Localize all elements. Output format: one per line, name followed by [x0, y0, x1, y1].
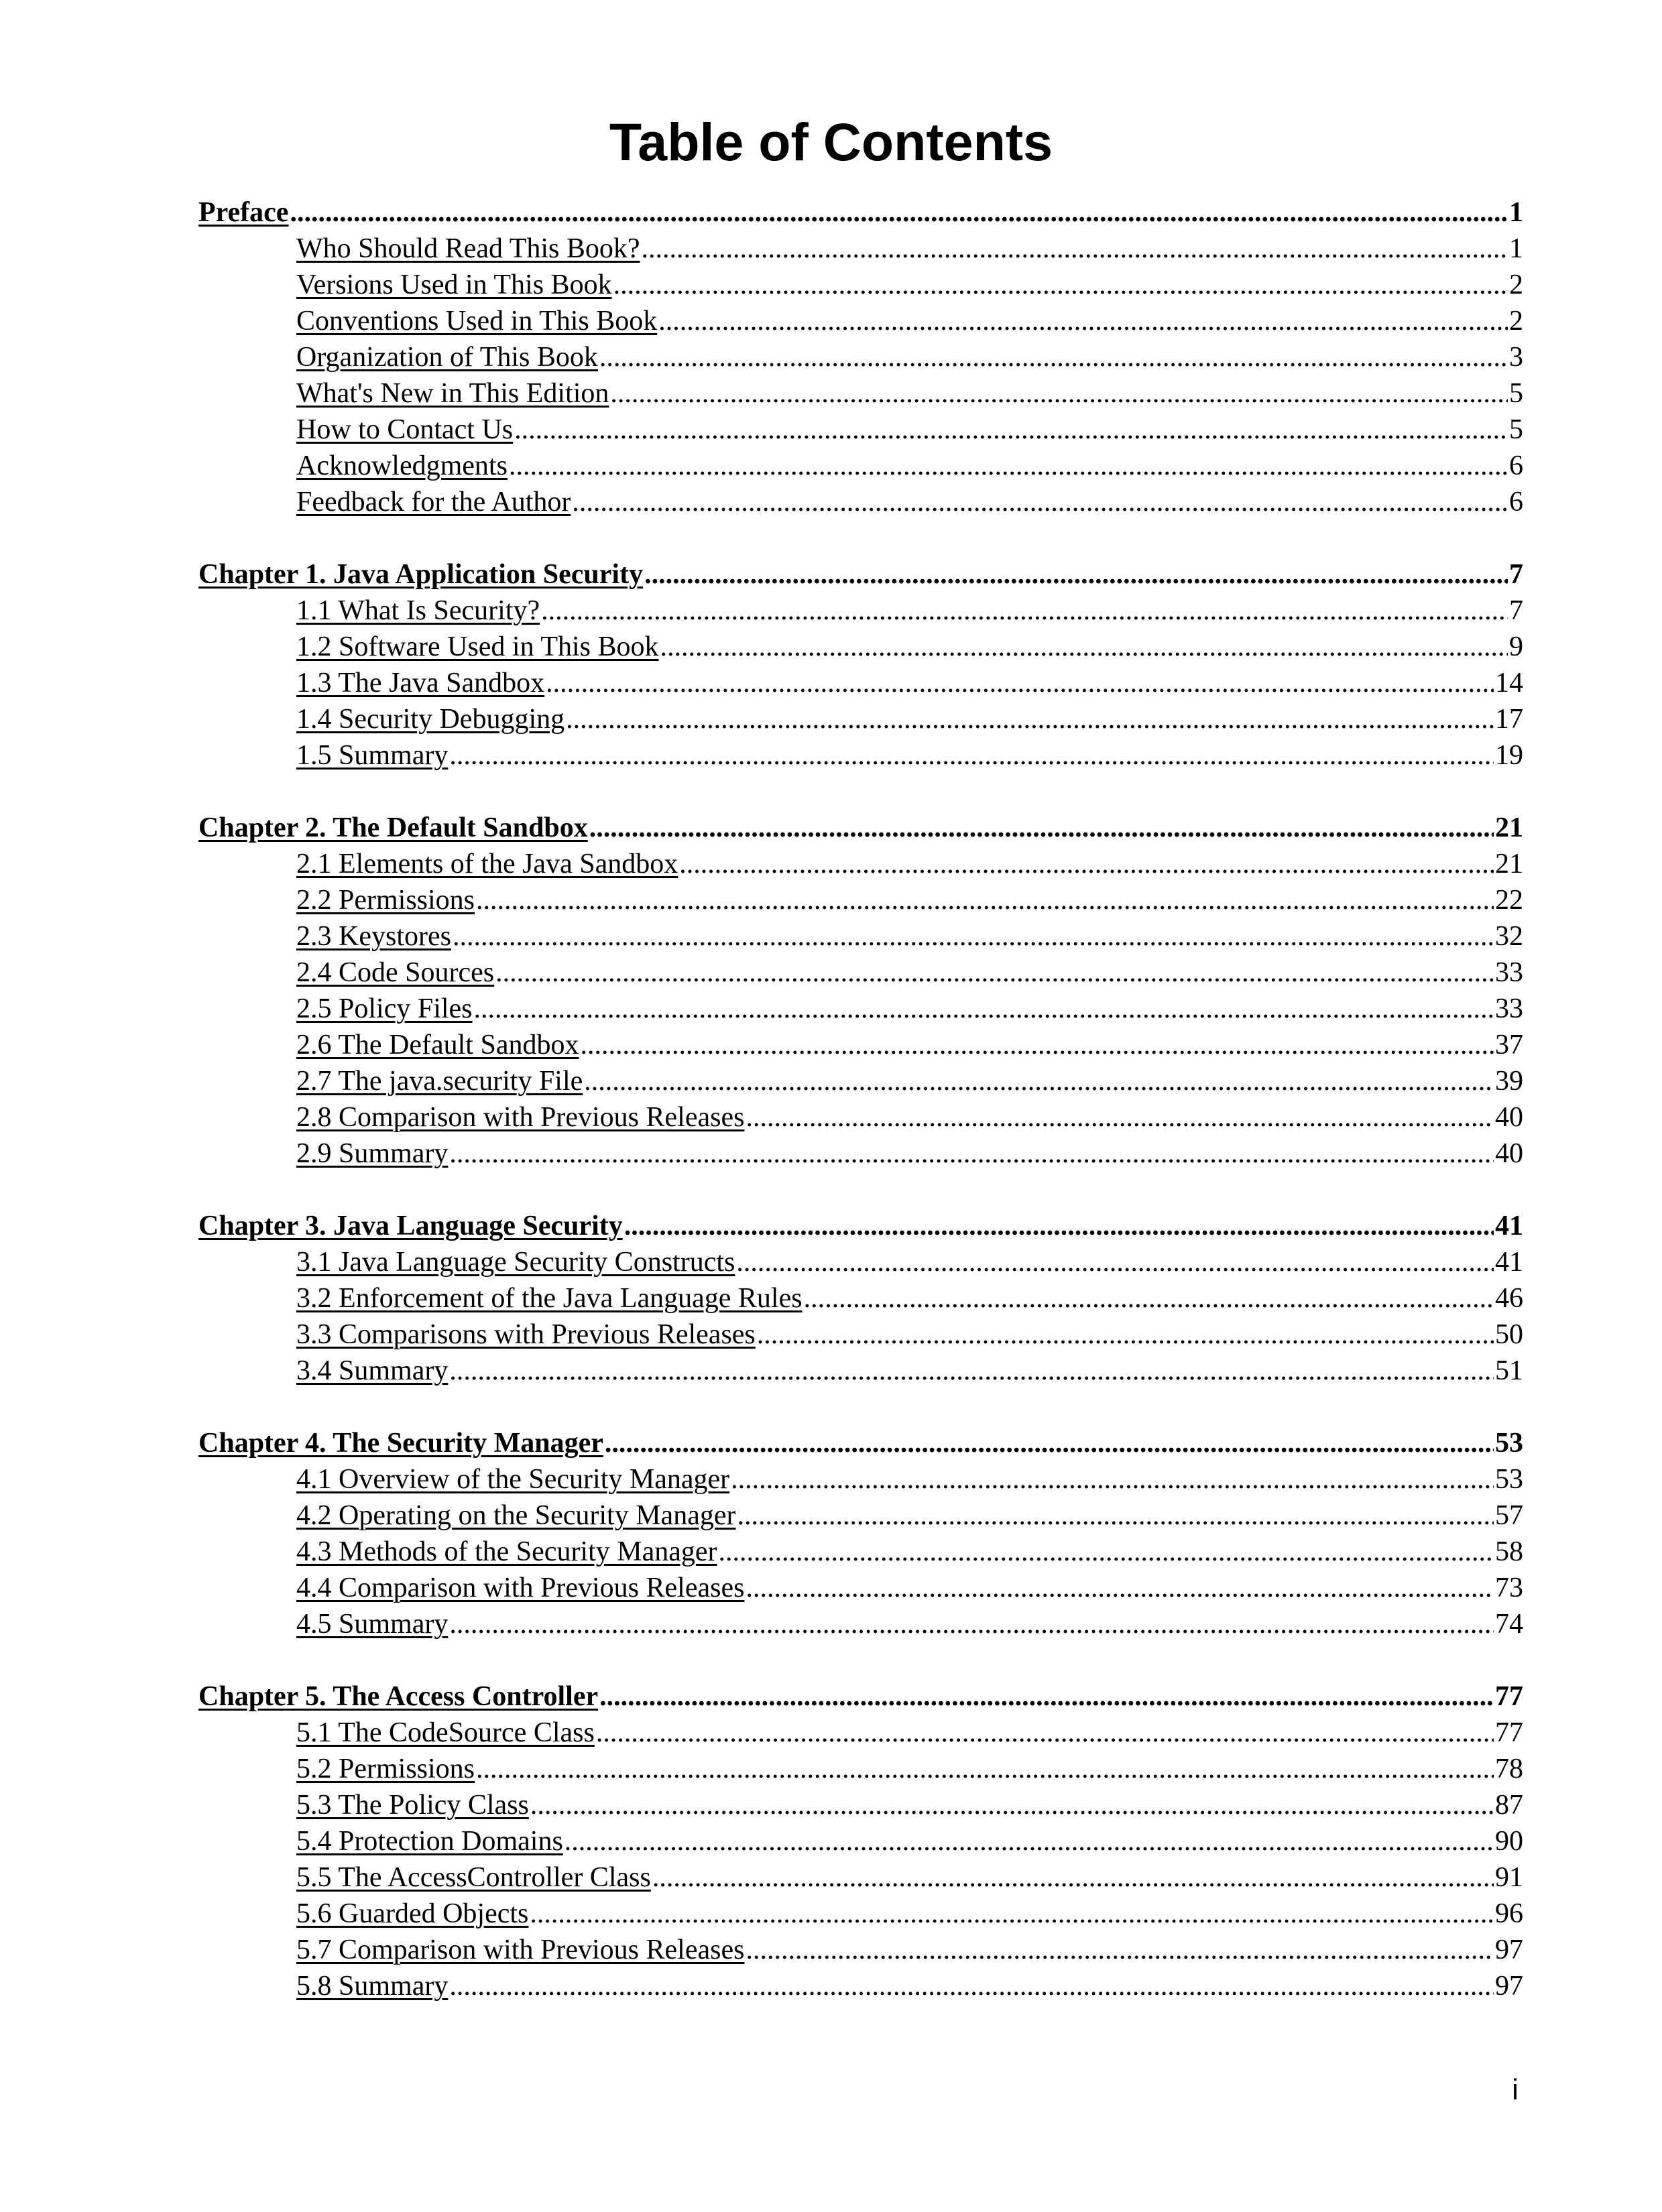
toc-page-number: 33 [1495, 993, 1523, 1024]
toc-entry-link[interactable]: 5.8 Summary [296, 1971, 449, 2002]
toc-page-number: 21 [1495, 812, 1523, 843]
toc-entry-link[interactable]: 3.1 Java Language Security Constructs [296, 1247, 735, 1278]
dot-leader [719, 1534, 1494, 1570]
toc-entry-link[interactable]: Conventions Used in This Book [296, 306, 658, 336]
dot-leader [599, 339, 1508, 375]
toc-entry-link[interactable]: 5.3 The Policy Class [296, 1790, 529, 1821]
toc-entry [198, 1353, 1523, 1389]
toc-chapter-entry [198, 810, 1523, 846]
toc-page-number: 58 [1495, 1536, 1523, 1567]
dot-leader [530, 1787, 1494, 1823]
toc-entry-link[interactable]: 2.5 Policy Files [296, 993, 473, 1024]
dot-leader [290, 194, 1508, 231]
toc-page-number: 7 [1509, 559, 1523, 590]
toc-entry [198, 303, 1523, 339]
dot-leader [736, 1244, 1494, 1280]
dot-leader [596, 1715, 1494, 1751]
toc-page-number: 74 [1495, 1609, 1523, 1640]
toc-entry [198, 412, 1523, 448]
toc-entry [198, 1497, 1523, 1534]
toc-section-preface [198, 194, 1523, 520]
page-title: Table of Contents [609, 112, 1053, 172]
toc-chapter-link[interactable]: Chapter 5. The Access Controller [198, 1681, 599, 1712]
toc-page-number: 87 [1495, 1790, 1523, 1821]
toc-chapter-entry [198, 1208, 1523, 1244]
toc-entry-link[interactable]: 2.2 Permissions [296, 885, 475, 916]
toc-entry-link[interactable]: 5.2 Permissions [296, 1754, 475, 1784]
toc-entry-link[interactable]: 5.6 Guarded Objects [296, 1898, 529, 1929]
dot-leader [449, 1135, 1494, 1172]
dot-leader [509, 448, 1508, 484]
dot-leader [541, 593, 1508, 629]
toc-page-number: 97 [1495, 1971, 1523, 2002]
dot-leader [737, 1497, 1494, 1534]
toc-page-number: 73 [1495, 1573, 1523, 1603]
dot-leader [449, 737, 1494, 774]
dot-leader [757, 1316, 1494, 1353]
toc-entry-link[interactable]: 5.5 The AccessController Class [296, 1862, 651, 1893]
toc-entry-link[interactable]: Versions Used in This Book [296, 269, 612, 300]
dot-leader [580, 1027, 1494, 1063]
toc-entry-link[interactable]: What's New in This Edition [296, 378, 609, 409]
dot-leader [605, 1425, 1494, 1461]
toc-entry [198, 593, 1523, 629]
toc-entry-link[interactable]: 1.5 Summary [296, 740, 449, 771]
toc-page-number: 40 [1495, 1138, 1523, 1169]
toc-entry-link[interactable]: 2.7 The java.security File [296, 1066, 583, 1097]
toc-entry-link[interactable]: 1.1 What Is Security? [296, 595, 540, 626]
toc-entry [198, 231, 1523, 267]
toc-entry [198, 1316, 1523, 1353]
dot-leader [495, 955, 1494, 991]
toc-entry-link[interactable]: 5.1 The CodeSource Class [296, 1717, 595, 1748]
toc-page-number: 50 [1495, 1319, 1523, 1350]
toc-entry-link[interactable]: 4.3 Methods of the Security Manager [296, 1536, 717, 1567]
toc-section-chapter-2 [198, 810, 1523, 1172]
toc-entry [198, 1534, 1523, 1570]
dot-leader [449, 1353, 1494, 1389]
toc-page-number: 32 [1495, 921, 1523, 952]
toc-entry-link[interactable]: Who Should Read This Book? [296, 233, 640, 264]
toc-chapter-entry [198, 1678, 1523, 1715]
toc-page-number: 41 [1495, 1211, 1523, 1241]
toc-page-number: 77 [1495, 1681, 1523, 1712]
dot-leader [652, 1859, 1494, 1896]
toc-entry [198, 1968, 1523, 2004]
dot-leader [679, 846, 1494, 882]
dot-leader [565, 1823, 1494, 1859]
toc-entry [198, 846, 1523, 882]
dot-leader [453, 918, 1494, 955]
toc-section-chapter-1 [198, 556, 1523, 774]
toc-page-number: 78 [1495, 1754, 1523, 1784]
toc-entry-link[interactable]: 2.6 The Default Sandbox [296, 1030, 579, 1060]
toc-entry-link[interactable]: 4.4 Comparison with Previous Releases [296, 1573, 745, 1603]
toc-chapter-link[interactable]: Chapter 2. The Default Sandbox [198, 812, 588, 843]
toc-entry [198, 955, 1523, 991]
toc-page-number: 51 [1495, 1355, 1523, 1386]
toc-entry [198, 1751, 1523, 1787]
toc-entry [198, 1570, 1523, 1606]
toc-chapter-entry [198, 1425, 1523, 1461]
toc-entry-link[interactable]: 3.2 Enforcement of the Java Language Rules [296, 1283, 803, 1314]
toc-entry [198, 448, 1523, 484]
dot-leader [746, 1932, 1494, 1968]
toc-page-number: 40 [1495, 1102, 1523, 1133]
toc-chapter-entry [198, 194, 1523, 231]
toc-entry-link[interactable]: 3.3 Comparisons with Previous Releases [296, 1319, 756, 1350]
dot-leader [660, 629, 1508, 665]
toc-chapter-link[interactable]: Chapter 3. Java Language Security [198, 1211, 623, 1241]
toc-entry [198, 991, 1523, 1027]
toc-entry-link[interactable]: 3.4 Summary [296, 1355, 449, 1386]
toc-entry-link[interactable]: 1.2 Software Used in This Book [296, 631, 659, 662]
toc-page-number: 39 [1495, 1066, 1523, 1097]
toc-entry [198, 375, 1523, 412]
toc-entry-link[interactable]: Feedback for the Author [296, 487, 571, 517]
toc-page-number: 53 [1495, 1428, 1523, 1459]
toc-entry [198, 1135, 1523, 1172]
toc-entry [198, 1859, 1523, 1896]
toc-entry [198, 1063, 1523, 1099]
toc-page-number: 5 [1509, 414, 1523, 445]
dot-leader [584, 1063, 1494, 1099]
dot-leader [572, 484, 1508, 520]
table-of-contents [198, 194, 1523, 2040]
toc-entry [198, 882, 1523, 918]
toc-page-number: 96 [1495, 1898, 1523, 1929]
toc-page-number: 6 [1509, 487, 1523, 517]
toc-page-number: 53 [1495, 1464, 1523, 1495]
toc-page-number: 2 [1509, 306, 1523, 336]
dot-leader [804, 1280, 1494, 1316]
toc-entry [198, 1099, 1523, 1135]
dot-leader [449, 1606, 1494, 1642]
toc-entry [198, 665, 1523, 701]
dot-leader [599, 1678, 1494, 1715]
dot-leader [746, 1570, 1494, 1606]
dot-leader [546, 665, 1494, 701]
toc-entry [198, 1787, 1523, 1823]
toc-page-number: 2 [1509, 269, 1523, 300]
toc-page-number: 19 [1495, 740, 1523, 771]
toc-entry-link[interactable]: 1.4 Security Debugging [296, 704, 565, 735]
toc-page-number: 97 [1495, 1934, 1523, 1965]
toc-page-number: 21 [1495, 849, 1523, 879]
toc-page-number: 9 [1509, 631, 1523, 662]
toc-section-chapter-3 [198, 1208, 1523, 1389]
toc-chapter-link[interactable]: Chapter 4. The Security Manager [198, 1428, 603, 1459]
toc-entry [198, 1280, 1523, 1316]
toc-entry [198, 629, 1523, 665]
toc-entry-link[interactable]: 1.3 The Java Sandbox [296, 668, 545, 698]
toc-page-number: 37 [1495, 1030, 1523, 1060]
dot-leader [624, 1208, 1494, 1244]
dot-leader [476, 882, 1494, 918]
toc-entry [198, 339, 1523, 375]
dot-leader [474, 991, 1494, 1027]
dot-leader [449, 1968, 1494, 2004]
toc-page-number: 17 [1495, 704, 1523, 735]
toc-section-chapter-4 [198, 1425, 1523, 1642]
toc-entry [198, 1461, 1523, 1497]
toc-entry-link[interactable]: 5.4 Protection Domains [296, 1826, 563, 1857]
dot-leader [476, 1751, 1494, 1787]
toc-entry [198, 1027, 1523, 1063]
toc-entry [198, 1244, 1523, 1280]
toc-page-number: 14 [1495, 668, 1523, 698]
toc-entry [198, 1932, 1523, 1968]
dot-leader [514, 412, 1508, 448]
toc-entry-link[interactable]: 2.4 Code Sources [296, 957, 495, 988]
dot-leader [731, 1461, 1494, 1497]
dot-leader [746, 1099, 1494, 1135]
toc-entry-link[interactable]: 5.7 Comparison with Previous Releases [296, 1934, 745, 1965]
toc-chapter-link[interactable]: Preface [198, 197, 289, 228]
toc-page-number: 3 [1509, 342, 1523, 373]
toc-entry-link[interactable]: How to Contact Us [296, 414, 514, 445]
toc-entry-link[interactable]: 4.1 Overview of the Security Manager [296, 1464, 730, 1495]
toc-entry [198, 1606, 1523, 1642]
toc-entry [198, 267, 1523, 303]
toc-entry [198, 918, 1523, 955]
toc-page-number: 5 [1509, 378, 1523, 409]
page-folio: i [1512, 2073, 1519, 2106]
toc-entry-link[interactable]: 2.1 Elements of the Java Sandbox [296, 849, 678, 879]
toc-page-number: 77 [1495, 1717, 1523, 1748]
dot-leader [644, 556, 1508, 593]
toc-page-number: 6 [1509, 450, 1523, 481]
toc-page-number: 22 [1495, 885, 1523, 916]
toc-page-number: 33 [1495, 957, 1523, 988]
toc-entry-link[interactable]: 2.3 Keystores [296, 921, 451, 952]
dot-leader [642, 231, 1508, 267]
toc-entry-link[interactable]: 2.9 Summary [296, 1138, 449, 1169]
toc-page-number: 7 [1509, 595, 1523, 626]
toc-page-number: 41 [1495, 1247, 1523, 1278]
dot-leader [530, 1896, 1494, 1932]
toc-page-number: 90 [1495, 1826, 1523, 1857]
toc-entry [198, 1823, 1523, 1859]
toc-entry-link[interactable]: 4.2 Operating on the Security Manager [296, 1500, 736, 1531]
toc-entry-link[interactable]: Acknowledgments [296, 450, 508, 481]
toc-chapter-link[interactable]: Chapter 1. Java Application Security [198, 559, 644, 590]
toc-page-number: 1 [1509, 233, 1523, 264]
dot-leader [610, 375, 1508, 412]
toc-page-number: 57 [1495, 1500, 1523, 1531]
toc-entry [198, 737, 1523, 774]
toc-page-number: 91 [1495, 1862, 1523, 1893]
dot-leader [589, 810, 1494, 846]
toc-entry-link[interactable]: 4.5 Summary [296, 1609, 449, 1640]
toc-page-number: 46 [1495, 1283, 1523, 1314]
toc-entry [198, 1715, 1523, 1751]
toc-chapter-entry [198, 556, 1523, 593]
dot-leader [658, 303, 1508, 339]
dot-leader [566, 701, 1494, 737]
toc-section-chapter-5 [198, 1678, 1523, 2004]
toc-entry-link[interactable]: Organization of This Book [296, 342, 598, 373]
dot-leader [613, 267, 1508, 303]
toc-entry [198, 484, 1523, 520]
toc-entry-link[interactable]: 2.8 Comparison with Previous Releases [296, 1102, 745, 1133]
toc-entry [198, 1896, 1523, 1932]
toc-entry [198, 701, 1523, 737]
toc-page-number: 1 [1509, 197, 1523, 228]
